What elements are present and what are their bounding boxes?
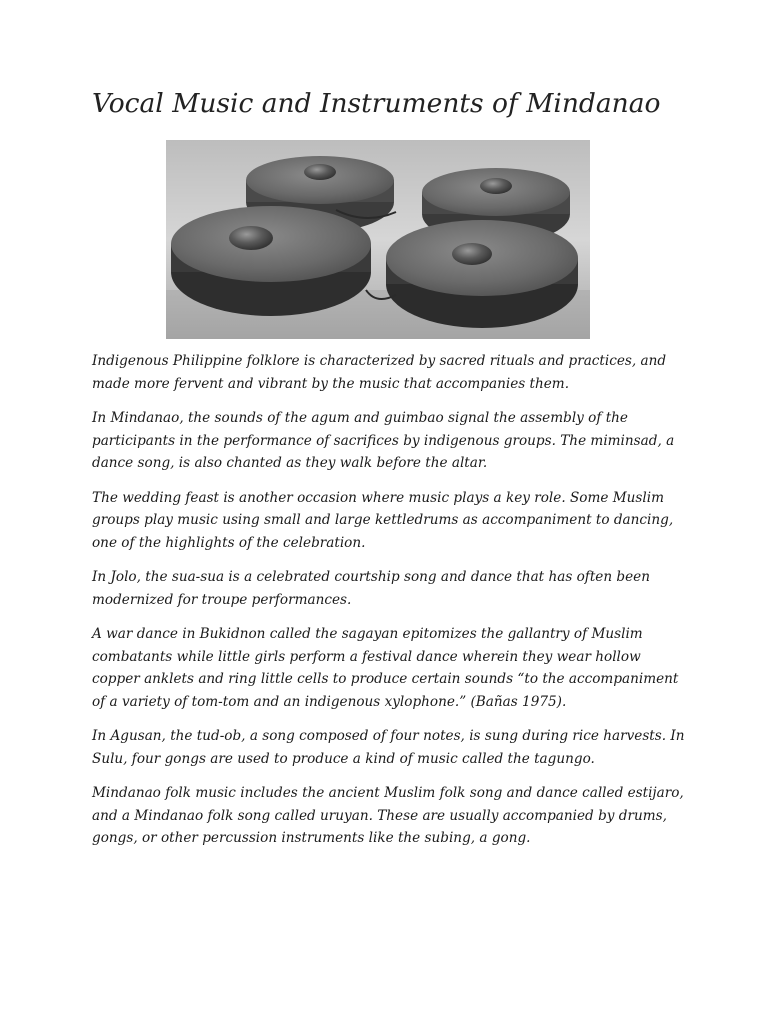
paragraph: A war dance in Bukidnon called the sagayan epitomizes the gallantry of Muslim combatants while little girls perform a festival dance wherein they wear hollow copper anklets and ring little cells to produce certain sounds “to the accompaniment of a variety of tom-tom and an indigenous xylophone.” (Bañas 1975). <box>92 626 679 710</box>
body-text <box>92 350 692 862</box>
paragraph: In Agusan, the tud-ob, a song composed of four notes, is sung during rice harvests. In Sulu, four gongs are used to produce a kind of music called the tagungo. <box>92 728 685 767</box>
paragraph: Indigenous Philippine folklore is characterized by sacred rituals and practices, and made more fervent and vibrant by the music that accompanies them. <box>92 353 667 392</box>
page-title: Vocal Music and Instruments of Mindanao <box>92 88 661 119</box>
paragraph: Mindanao folk music includes the ancient Muslim folk song and dance called estijaro, and a Mindanao folk song called uruyan. These are usually accompanied by drums, gongs, or other percussion instruments like the subing, a gong. <box>92 785 684 846</box>
gong-front-right <box>386 220 578 328</box>
paragraph: In Jolo, the sua-sua is a celebrated courtship song and dance that has often been modernized for troupe performances. <box>92 569 650 608</box>
gongs-photo <box>166 140 590 339</box>
paragraph: In Mindanao, the sounds of the agum and guimbao signal the assembly of the participants in the performance of sacrifices by indigenous groups. The miminsad, a dance song, is also chanted as they walk before the altar. <box>92 410 675 471</box>
gong-front-left <box>171 206 371 316</box>
paragraph: The wedding feast is another occasion where music plays a key role. Some Muslim groups play music using small and large kettledrums as accompaniment to dancing, one of the highlights of the celebration. <box>92 489 674 551</box>
